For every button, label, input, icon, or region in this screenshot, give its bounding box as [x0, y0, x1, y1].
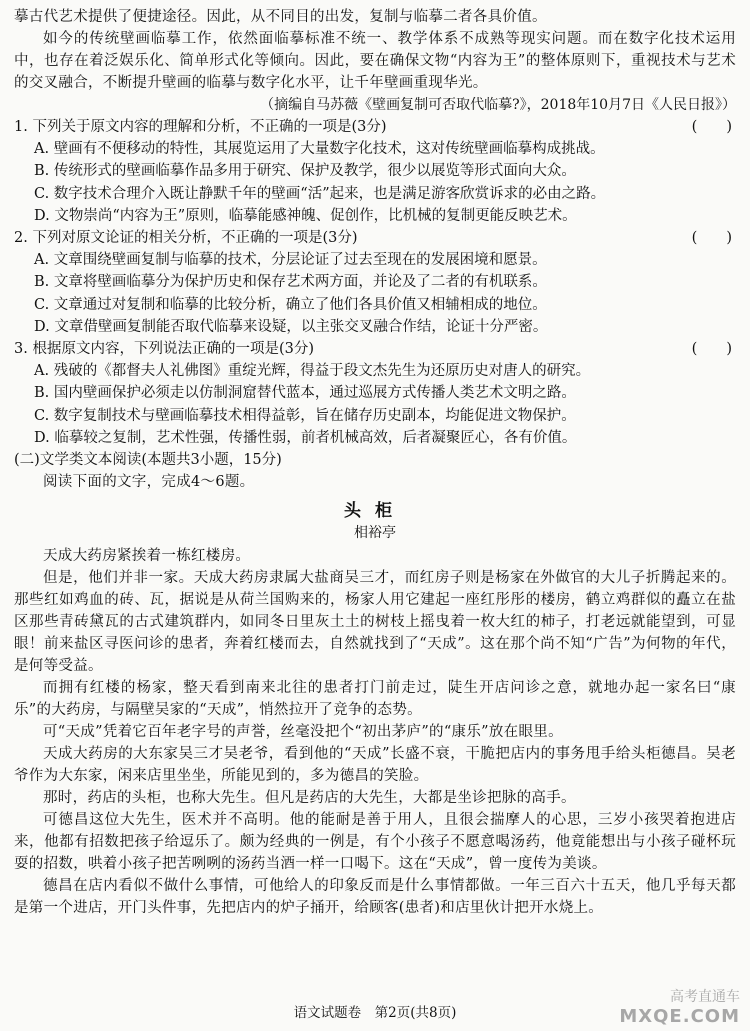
option-b: B. 国内壁画保护必须走以仿制洞窟替代蓝本，通过巡展方式传播人类艺术文明之路。	[34, 385, 576, 402]
question-3	[14, 338, 736, 449]
section-heading: (二)文学类文本阅读(本题共3小题，15分)	[14, 452, 282, 469]
option-c: C. 数字技术合理介入既让静默千年的壁画“活”起来，也是满足游客欣赏诉求的必由之路。	[34, 185, 606, 202]
watermark-logo	[619, 986, 740, 1027]
story-paragraph: 德昌在店内看似不做什么事情，可他给人的印象反而是什么事情都做。一年三百六十五天，他几乎每天都是第一个进店，开门头件事，先把店内的炉子捅开，给顾客(患者)和店里伙计把开水烧上。	[14, 878, 736, 917]
question-2	[14, 227, 736, 338]
answer-blank: ( )	[691, 119, 732, 135]
option-d: D. 临摹较之复制，艺术性强，传播性弱，前者机械高效，后者凝聚匠心，各有价值。	[34, 429, 577, 446]
story-paragraph: 而拥有红楼的杨家，整天看到南来北往的患者打门前走过，陡生开店问诊之意，就地办起一家名曰“康乐”的大药房，与隔壁吴家的“天成”，悄然拉开了竞争的态势。	[14, 680, 736, 719]
option-a: A. 壁画有不便移动的特性，其展览运用了大量数字化技术，这对传统壁画临摹构成挑战。	[34, 141, 605, 158]
question-stem: 1. 下列关于原文内容的理解和分析，不正确的一项是(3分)	[14, 119, 387, 135]
question-1	[14, 116, 736, 227]
section-instruction: 阅读下面的文字，完成4～6题。	[43, 474, 255, 491]
option-a: A. 文章围绕壁画复制与临摹的技术，分层论证了过去至现在的发展困境和愿景。	[34, 252, 547, 269]
answer-blank: ( )	[691, 230, 732, 247]
story-author: 相裕亭	[354, 525, 396, 542]
option-a: A. 残破的《都督夫人礼佛图》重绽光辉，得益于段文杰先生为还原历史对唐人的研究。	[34, 363, 591, 380]
answer-blank: ( )	[691, 341, 732, 358]
watermark-line: MXQE.COM	[619, 1006, 740, 1027]
story-paragraph: 天成大药房紧挨着一栋红楼房。	[43, 548, 251, 565]
watermark-line: 高考直通车	[670, 989, 740, 1005]
story-paragraph: 可“天成”凭着它百年老字号的声誉，丝毫没把个“初出茅庐”的“康乐”放在眼里。	[43, 724, 563, 741]
passage-continuation: 摹古代艺术提供了便捷途径。因此，从不同目的出发，复制与临摹二者各具价值。	[14, 9, 547, 25]
story-paragraph: 天成大药房的大东家吴三才吴老爷，看到他的“天成”长盛不衰，干脆把店内的事务甩手给头柜德昌。吴老爷作为大东家，闲来店里坐坐，所能见到的，多为德昌的笑脸。	[14, 746, 736, 785]
exam-page	[14, 6, 736, 919]
page-footer: 语文试题卷 第2页(共8页)	[293, 1005, 457, 1021]
option-c: C. 数字复制技术与壁画临摹技术相得益彰，旨在储存历史副本，均能促进文物保护。	[34, 407, 576, 424]
option-b: B. 传统形式的壁画临摹作品多用于研究、保护及教学，很少以展览等形式面向大众。	[34, 163, 576, 180]
question-stem: 2. 下列对原文论证的相关分析，不正确的一项是(3分)	[14, 230, 358, 247]
story-paragraph: 但是，他们并非一家。天成大药房隶属大盐商吴三才，而红房子则是杨家在外做官的大儿子折腾起来的。那些红如鸡血的砖、瓦，据说是从荷兰国购来的，杨家人用它建起一座红彤彤的楼房，鹤立鸡群似的矗立在盐区那些青砖黛瓦的古式建筑群内，如同冬日里灰土土的树枝上摇曳着一枚大红的柿子，打老远就能望到，可显眼！前来盐区寻医问诊的患者，奔着红楼而去，自然就找到了“天成”。这在那个尚不知“广告”为何物的年代，是何等受益。	[14, 570, 736, 675]
question-stem: 3. 根据原文内容，下列说法正确的一项是(3分)	[14, 341, 314, 358]
passage-source: （摘编自马苏薇《壁画复制可否取代临摹?》，2018年10月7日《人民日报》）	[260, 97, 736, 113]
story-title: 头柜	[344, 501, 406, 522]
option-d: D. 文物崇尚“内容为王”原则，临摹能感神魄、促创作，比机械的复制更能反映艺术。	[34, 207, 577, 224]
option-b: B. 文章将壁画临摹分为保护历史和保存艺术两方面，并论及了二者的有机联系。	[34, 274, 547, 291]
story-paragraph: 那时，药店的头柜，也称大先生。但凡是药店的大先生，大都是坐诊把脉的高手。	[43, 790, 576, 807]
option-c: C. 文章通过对复制和临摹的比较分析，确立了他们各具价值又相辅相成的地位。	[34, 296, 547, 313]
option-d: D. 文章借壁画复制能否取代临摹来设疑，以主张交叉融合作结，论证十分严密。	[34, 318, 548, 335]
story-paragraph: 可德昌这位大先生，医术并不高明。他的能耐是善于用人，且很会揣摩人的心思，三岁小孩哭着抱进店来，他都有招数把孩子给逗乐了。颇为经典的一例是，有个小孩子不愿意喝汤药，他竟能想出与小孩子碰杯玩耍的招数，哄着小孩子把苦咧咧的汤药当酒一样一口喝下。这在“天成”，曾一度传为美谈。	[14, 812, 736, 873]
passage-paragraph: 如今的传统壁画临摹工作，依然面临摹标准不统一、教学体系不成熟等现实问题。而在数字化技术运用中，也存在着泛娱乐化、简单形式化等倾向。因此，要在确保文物“内容为王”的整体原则下，重视技术与艺术的交叉融合，不断提升壁画的临摹与数字化水平，让千年壁画重现华光。	[14, 31, 736, 91]
